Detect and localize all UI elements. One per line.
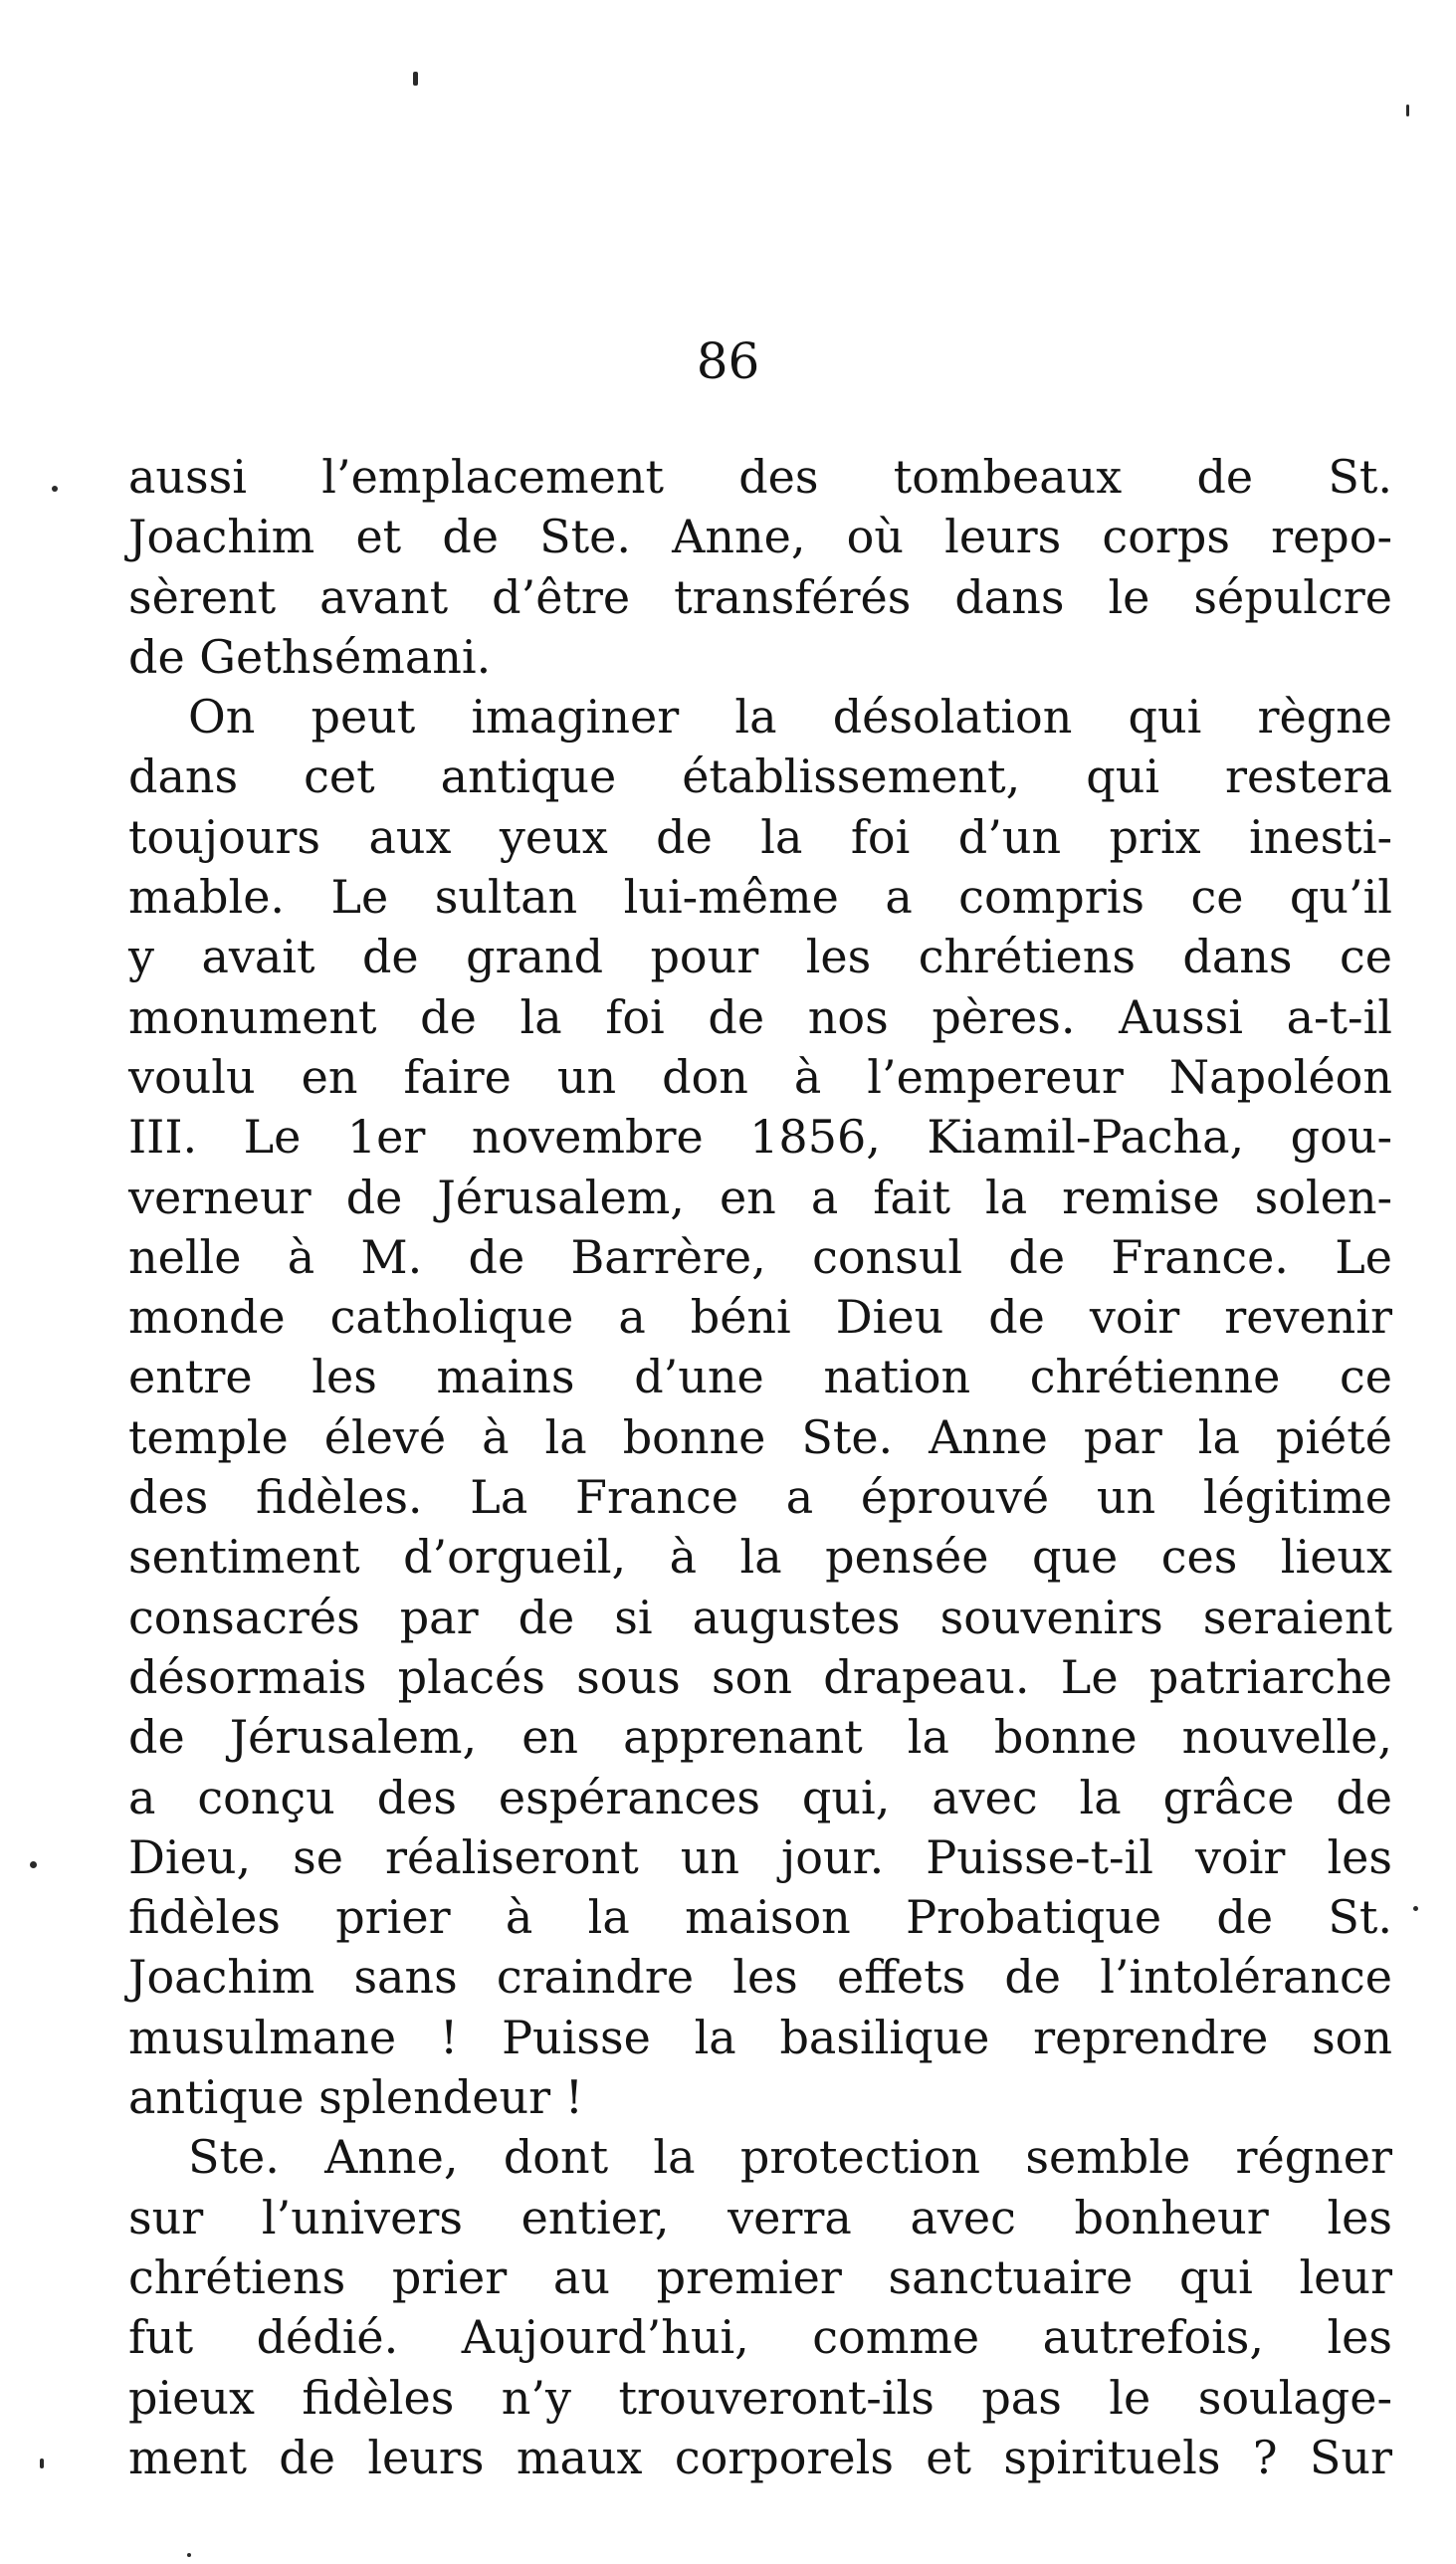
text-line: de Jérusalem, en apprenant la bonne nouvelle, bbox=[128, 1710, 1392, 1765]
text-line: temple élevé à la bonne Ste. Anne par la piété bbox=[128, 1409, 1392, 1464]
text-line: ment de leurs maux corporels et spirituels ? Sur bbox=[128, 2430, 1392, 2484]
text-line: fidèles prier à la maison Probatique de St. bbox=[128, 1890, 1392, 1945]
paragraph-start-line: On peut imaginer la désolation qui règne bbox=[188, 690, 1392, 745]
scan-speck bbox=[187, 2553, 191, 2557]
text-line: a conçu des espérances qui, avec la grâce de bbox=[128, 1770, 1392, 1824]
scan-speck bbox=[52, 486, 58, 492]
text-line: monde catholique a béni Dieu de voir revenir bbox=[128, 1290, 1392, 1345]
text-line: musulmane ! Puisse la basilique reprendre son bbox=[128, 2010, 1392, 2064]
scan-speck bbox=[413, 72, 418, 86]
text-line: dans cet antique établissement, qui restera bbox=[128, 749, 1392, 804]
text-line: fut dédié. Aujourd’hui, comme autrefois, les bbox=[128, 2310, 1392, 2365]
body-text bbox=[128, 447, 1392, 2487]
text-line: y avait de grand pour les chrétiens dans ce bbox=[128, 930, 1392, 984]
text-line: entre les mains d’une nation chrétienne ce bbox=[128, 1350, 1392, 1404]
text-line: désormais placés sous son drapeau. Le patriarche bbox=[128, 1649, 1392, 1704]
text-line: aussi l’emplacement des tombeaux de St. bbox=[128, 450, 1392, 504]
text-line: des fidèles. La France a éprouvé un légitime bbox=[128, 1470, 1392, 1525]
text-line: consacrés par de si augustes souvenirs seraient bbox=[128, 1590, 1392, 1644]
scan-speck bbox=[1413, 1906, 1418, 1911]
paragraph-start-line: Ste. Anne, dont la protection semble régner bbox=[188, 2130, 1392, 2185]
text-line: chrétiens prier au premier sanctuaire qui leur bbox=[128, 2249, 1392, 2304]
scan-speck bbox=[40, 2458, 44, 2468]
text-line: toujours aux yeux de la foi d’un prix inesti- bbox=[128, 809, 1392, 864]
text-line: sentiment d’orgueil, à la pensée que ces lieux bbox=[128, 1530, 1392, 1585]
text-line: III. Le 1er novembre 1856, Kiamil-Pacha, gou- bbox=[128, 1110, 1392, 1165]
text-line: Dieu, se réaliseront un jour. Puisse-t-il voir les bbox=[128, 1829, 1392, 1884]
text-line: antique splendeur ! bbox=[128, 2070, 584, 2125]
text-line: nelle à M. de Barrère, consul de France. Le bbox=[128, 1229, 1392, 1284]
text-line: mable. Le sultan lui-même a compris ce qu’il bbox=[128, 870, 1392, 925]
scan-speck bbox=[1406, 105, 1409, 116]
text-line: sur l’univers entier, verra avec bonheur les bbox=[128, 2190, 1392, 2244]
scan-speck bbox=[30, 1861, 37, 1868]
text-line: de Gethsémani. bbox=[128, 629, 492, 684]
text-line: Joachim sans craindre les effets de l’intolérance bbox=[128, 1950, 1392, 2005]
text-line: monument de la foi de nos pères. Aussi a-t-il bbox=[128, 989, 1392, 1044]
text-line: Joachim et de Ste. Anne, où leurs corps repo- bbox=[128, 510, 1392, 564]
text-line: voulu en faire un don à l’empereur Napoléon bbox=[128, 1049, 1392, 1104]
text-line: pieux fidèles n’y trouveront-ils pas le soulage- bbox=[128, 2370, 1392, 2425]
text-line: sèrent avant d’être transférés dans le sépulcre bbox=[128, 569, 1392, 624]
text-line: verneur de Jérusalem, en a fait la remise solen- bbox=[128, 1170, 1392, 1224]
page-number: 86 bbox=[696, 332, 760, 390]
